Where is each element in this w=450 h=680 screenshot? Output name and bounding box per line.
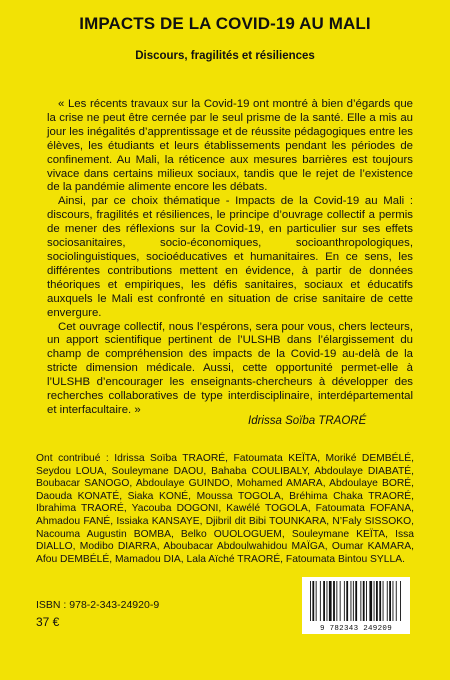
blurb-paragraph-2: Ainsi, par ce choix thématique - Impacts de la Covid-19 au Mali : discours, fragilités et résiliences, le principe d’ouvrage collectif a permis de mener des réflexions sur la Covid-19, en particulier sur ses effets sociosanitaires, socio-économiques, socioanthropologiques, sociolinguistiques, socioéducatives et humanitaires. En ce sens, les différentes contributions mettent en évidence, à partir de données théoriques et empiriques, les défis sanitaires, sociaux et éducatifs auxquels le Mali est confronté en situation de crise sanitaire de cette envergure.	[47, 195, 413, 319]
contributors-list: Ont contribué : Idrissa Soïba TRAORÉ, Fatoumata KEÏTA, Moriké DEMBÉLÉ, Seydou LOUA, Souleymane DAOU, Bahaba COULIBALY, Abdoulaye DIABATÉ, Boubacar SANOGO, Abdoulaye GUINDO, Mohamed AMARA, Abdoulaye BORÉ, Daouda KONATÉ, Siaka KONÉ, Moussa TOGOLA, Bréhima Chaka TRAORÉ, Ibrahima TRAORÉ, Yacouba DOGONI, Kawélé TOGOLA, Fatoumata FOFANA, Ahmadou FANÉ, Issiaka KANSAYE, Djibril dit Bibi TOUNKARA, N’Faly SISSOKO, Nacouma Augustin BOMBA, Belko OUOLOGUEM, Souleymane KEÏTA, Issa DIALLO, Modibo DIARRA, Aboubacar Abdoulwahidou MAÏGA, Oumar KAMARA, Afou DEMBÉLÉ, Mamadou DIA, Lala Aïché TRAORÉ, Fatoumata Bintou SYLLA.	[36, 453, 414, 565]
blurb-paragraph-1: « Les récents travaux sur la Covid-19 ont montré à bien d’égards que la crise ne peut être cernée par le seul prisme de la santé. Elle a mis au jour les inégalités d’apprentissage et de réussite pédagogiques entre les élèves, les étudiants et leurs établissements pendant les périodes de confinement. Au Mali, la réticence aux mesures barrières est toujours vivace dans certains milieux sociaux, tandis que le rejet de l’existence de la pandémie alimente encore les débats.	[47, 98, 413, 194]
barcode-bars	[302, 577, 410, 623]
blurb-paragraph-3: Cet ouvrage collectif, nous l’espérons, sera pour vous, chers lecteurs, un apport scientifique pertinent de l’ULSHB dans l’élargissement du champ de compréhension des impacts de la Covid-19 au-delà de la stricte dimension médicale. Aussi, cette opportunité permet-elle à l’ULSHB d’encourager les enseignants-chercheurs à développer des recherches collaboratives de type interdisciplinaire, interdépartemental et interfacultaire. »	[47, 320, 413, 416]
book-subtitle: Discours, fragilités et résiliences	[135, 50, 315, 62]
book-title: IMPACTS DE LA COVID-19 AU MALI	[79, 14, 371, 33]
barcode-number: 9 782343 249209	[319, 625, 392, 633]
isbn: ISBN : 978-2-343-24920-9	[36, 599, 160, 611]
back-cover-blurb	[47, 98, 413, 418]
barcode	[302, 577, 410, 634]
blurb-author: Idrissa Soïba TRAORÉ	[248, 415, 367, 427]
price: 37 €	[36, 615, 60, 629]
